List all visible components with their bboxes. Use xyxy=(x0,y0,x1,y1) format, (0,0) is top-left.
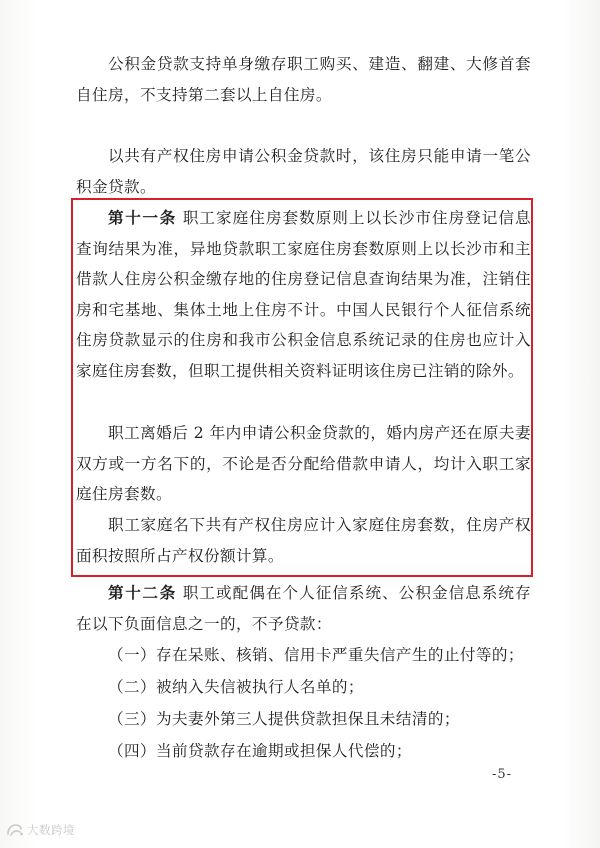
article-11-paragraph xyxy=(76,203,531,386)
article-11-heading: 第十一条 xyxy=(108,209,177,227)
paragraph-1 xyxy=(76,49,531,110)
list-item: （三）为夫妻外第三人提供贷款担保且未结清的； xyxy=(108,710,460,728)
paragraph-2 xyxy=(76,141,531,202)
paragraph-divorce-text: 职工离婚后 2 年内申请公积金贷款的，婚内房产还在原夫妻双方或一方名下的，不论是否分配给借款申请人，均计入职工家庭住房套数。 xyxy=(76,424,531,503)
list-item: （四）当前贷款存在逾期或担保人代偿的； xyxy=(108,742,412,760)
paragraph-1-text: 公积金贷款支持单身缴存职工购买、建造、翻建、大修首套自住房，不支持第二套以上自住房。 xyxy=(76,55,531,104)
article-12-text: 职工或配偶在个人征信系统、公积金信息系统存在以下负面信息之一的，不予贷款： xyxy=(76,584,531,633)
list-item: （二）被纳入失信被执行人名单的； xyxy=(108,678,364,696)
paragraph-2-text: 以共有产权住房申请公积金贷款时，该住房只能申请一笔公积金贷款。 xyxy=(76,147,531,196)
watermark-text: 大数跨境 xyxy=(27,823,75,837)
article-12-heading: 第十二条 xyxy=(108,584,177,602)
paragraph-shared-property-text: 职工家庭名下共有产权住房应计入家庭住房套数，住房产权面积按照所占产权份额计算。 xyxy=(76,516,531,565)
article-11-text: 职工家庭住房套数原则上以长沙市住房登记信息查询结果为准，异地贷款职工家庭住房套数原则上以长沙市和主借款人住房公积金缴存地的住房登记信息查询结果为准，注销住房和宅基地、集体土地上住房不计。中国人民银行个人征信系统住房贷款显示的住房和我市公积金信息系统记录的住房也应计入家庭住房套数，但职工提供相关资料证明该住房已注销的除外。 xyxy=(76,209,531,380)
paragraph-divorce xyxy=(76,418,531,510)
paragraph-shared-property xyxy=(76,510,531,571)
article-12-paragraph xyxy=(76,578,531,639)
page-number: -5- xyxy=(492,767,513,782)
watermark xyxy=(6,822,75,838)
list-item: （一）存在呆账、核销、信用卡严重失信产生的止付等的； xyxy=(108,646,524,664)
watermark-logo-icon xyxy=(6,823,24,837)
